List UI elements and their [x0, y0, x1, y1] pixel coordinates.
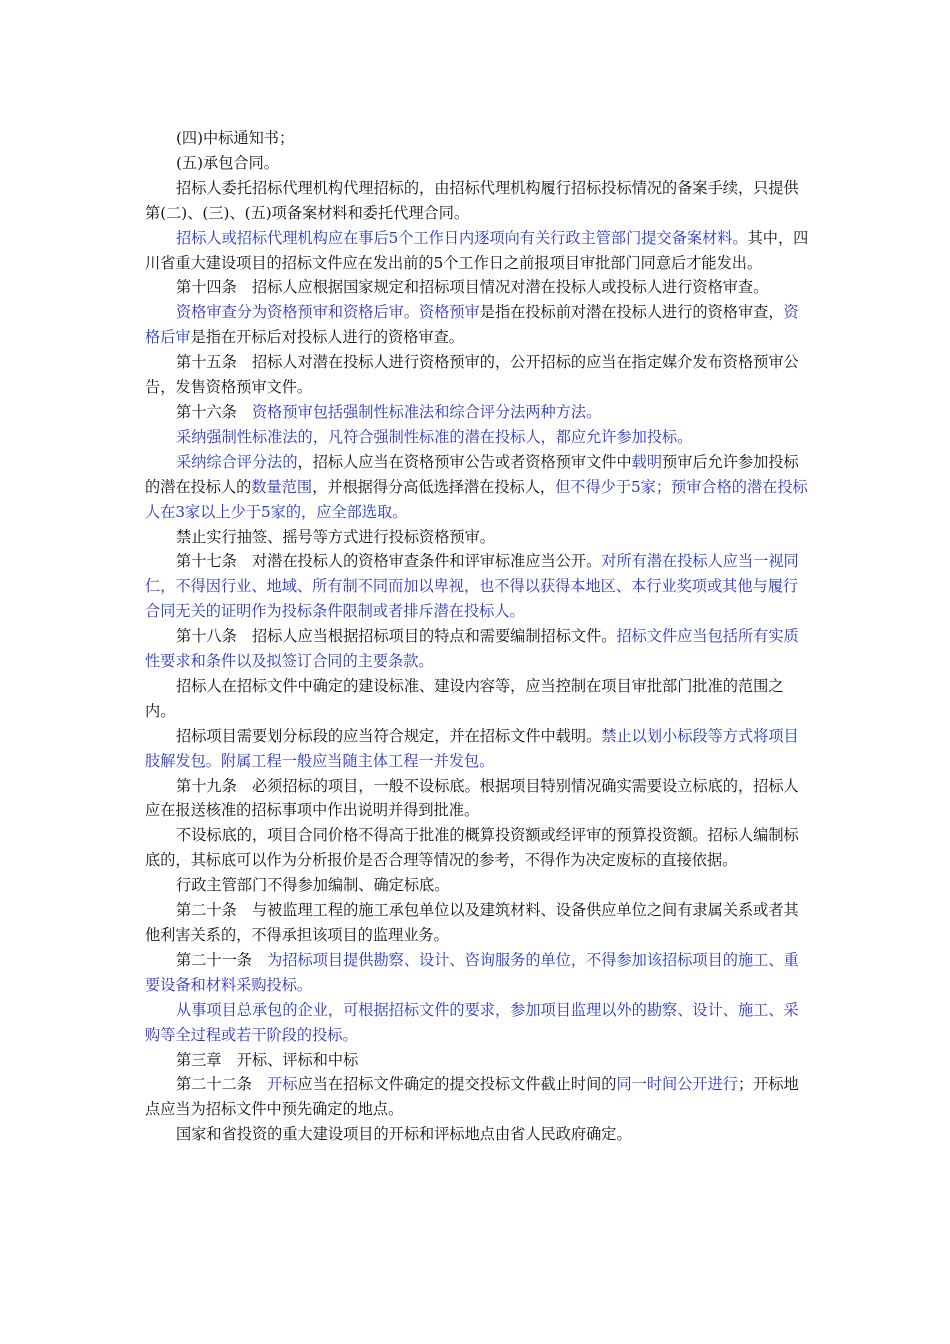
highlighted-text: 从事项目总承包的企业，可根据招标文件的要求，参加项目监理以外的勘察、设计、施工、采购等全过程或若干阶段的投标。	[145, 1000, 799, 1044]
paragraph	[145, 151, 811, 176]
highlighted-text: 载明	[631, 452, 662, 471]
text-segment: 第二十一条	[176, 950, 268, 969]
paragraph	[145, 350, 811, 400]
highlighted-text: 对所有潜在投标人应当一视同仁，不得因行业、地域、所有制不同而加以卑视，也不得以获得本地区、本行业奖项或其他与履行合同无关的证明作为投标条件限制或者排斥潜在投标人。	[145, 552, 799, 621]
paragraph	[145, 549, 811, 624]
text-segment: 不设标底的，项目合同价格不得高于批准的概算投资额或经评审的预算投资额。招标人编制标底的，其标底可以作为分析报价是否合理等情况的参考，不得作为决定废标的直接依据。	[145, 826, 799, 870]
highlighted-text: 资格预审	[419, 303, 480, 322]
text-segment: (五)承包合同。	[176, 153, 279, 172]
paragraph	[145, 275, 811, 300]
text-segment: 禁止实行抽签、摇号等方式进行投标资格预审。	[176, 527, 495, 546]
text-segment: 第二十条 与被监理工程的施工承包单位以及建筑材料、设备供应单位之间有隶属关系或者其他利害关系的，不得承担该项目的监理业务。	[145, 901, 799, 944]
highlighted-text: 为招标项目提供勘察、设计、咨询服务的单位，不得参加该招标项目的施工、重要设备和材料采购投标。	[145, 950, 799, 994]
text-segment: 是指在投标前对潜在投标人进行的资格审查，	[479, 303, 784, 322]
text-segment: ，并根据得分高低选择潜在投标人，	[312, 477, 556, 496]
text-segment: (四)中标通知书；	[176, 129, 295, 147]
text-segment: 预审后允许参加投标的潜在投标人的	[145, 452, 799, 496]
paragraph	[145, 948, 811, 998]
paragraph	[145, 873, 811, 898]
paragraph	[145, 400, 811, 425]
paragraph	[145, 998, 811, 1048]
paragraph	[145, 425, 811, 450]
highlighted-text: 同一时间公开进行	[616, 1075, 738, 1094]
paragraph	[145, 525, 811, 550]
text-segment: 行政主管部门不得参加编制、确定标底。	[176, 876, 450, 895]
paragraph	[145, 126, 811, 151]
text-segment: 第十五条 招标人对潜在投标人进行资格预审的，公开招标的应当在指定媒介发布资格预审公告，发售资格预审文件。	[145, 353, 799, 397]
highlighted-text: 招标文件应当包括所有实质性要求和条件以及拟签订合同的主要条款。	[145, 627, 799, 671]
paragraph	[145, 624, 811, 674]
text-segment: 国家和省投资的重大建设项目的开标和评标地点由省人民政府确定。	[176, 1125, 632, 1144]
text-segment: 第三章 开标、评标和中标	[176, 1050, 359, 1069]
highlighted-text: 资格预审包括强制性标准法和综合评分法两种方法。	[251, 402, 602, 421]
paragraph	[145, 176, 811, 226]
highlighted-text: 采纳强制性标准法的，凡符合强制性标准的潜在投标人，都应允许参加投标。	[176, 427, 693, 446]
highlighted-text: 但不得少于5家；预审合格的潜在投标人在3家以上少于5家的，应全部选取。	[145, 477, 808, 521]
text-segment: 第二十二条	[176, 1075, 268, 1094]
highlighted-text: 资格审查分为资格预审和资格后审。	[176, 303, 419, 322]
paragraph	[145, 1122, 811, 1147]
text-segment: ，招标人应当在资格预审公告或者资格预审文件中	[297, 452, 632, 471]
text-segment: ；开标地点应当为招标文件中预先确定的地点。	[145, 1075, 799, 1119]
highlighted-text: 招标人或招标代理机构应在事后5个工作日内逐项向有关行政主管部门提交备案材料。	[176, 228, 748, 247]
text-segment: 招标项目需要划分标段的应当符合规定，并在招标文件中载明。	[176, 726, 602, 745]
paragraph	[145, 450, 811, 525]
paragraph	[145, 674, 811, 724]
text-segment: 是指在开标后对投标人进行的资格审查。	[190, 328, 464, 347]
highlighted-text: 禁止以划小标段等方式将项目肢解发包。附属工程一般应当随主体工程一并发包。	[145, 726, 799, 770]
paragraph	[145, 300, 811, 350]
text-segment: 第十八条 招标人应当根据招标项目的特点和需要编制招标文件。	[176, 627, 617, 646]
document-body	[145, 126, 811, 1147]
text-segment: 第十六条	[176, 402, 252, 421]
highlighted-text: 资格后审	[145, 303, 799, 347]
text-segment: 招标人委托招标代理机构代理招标的，由招标代理机构履行招标投标情况的备案手续，只提供第(二)、(三)、(五)项备案材料和委托代理合同。	[145, 178, 799, 222]
paragraph	[145, 774, 811, 824]
paragraph	[145, 226, 811, 276]
paragraph	[145, 823, 811, 873]
highlighted-text: 采纳综合评分法的	[176, 452, 298, 471]
paragraph	[145, 724, 811, 774]
text-segment: 第十四条 招标人应根据国家规定和招标项目情况对潜在投标人或投标人进行资格审查。	[176, 278, 769, 297]
highlighted-text: 开标	[267, 1075, 298, 1094]
paragraph	[145, 1048, 811, 1073]
text-segment: 其中，四川省重大建设项目的招标文件应在发出前的5个工作日之前报项目审批部门同意后才能发出。	[145, 228, 809, 272]
text-segment: 招标人在招标文件中确定的建设标准、建设内容等，应当控制在项目审批部门批准的范围之内。	[145, 676, 784, 720]
text-segment: 应当在招标文件确定的提交投标文件截止时间的	[297, 1075, 617, 1094]
highlighted-text: 数量范围	[251, 477, 313, 496]
paragraph	[145, 1072, 811, 1122]
text-segment: 第十七条 对潜在投标人的资格审查条件和评审标准应当公开。	[176, 552, 602, 571]
paragraph	[145, 898, 811, 948]
text-segment: 第十九条 必须招标的项目，一般不设标底。根据项目特别情况确实需要设立标底的，招标人应在报送核准的招标事项中作出说明并得到批准。	[145, 776, 799, 820]
